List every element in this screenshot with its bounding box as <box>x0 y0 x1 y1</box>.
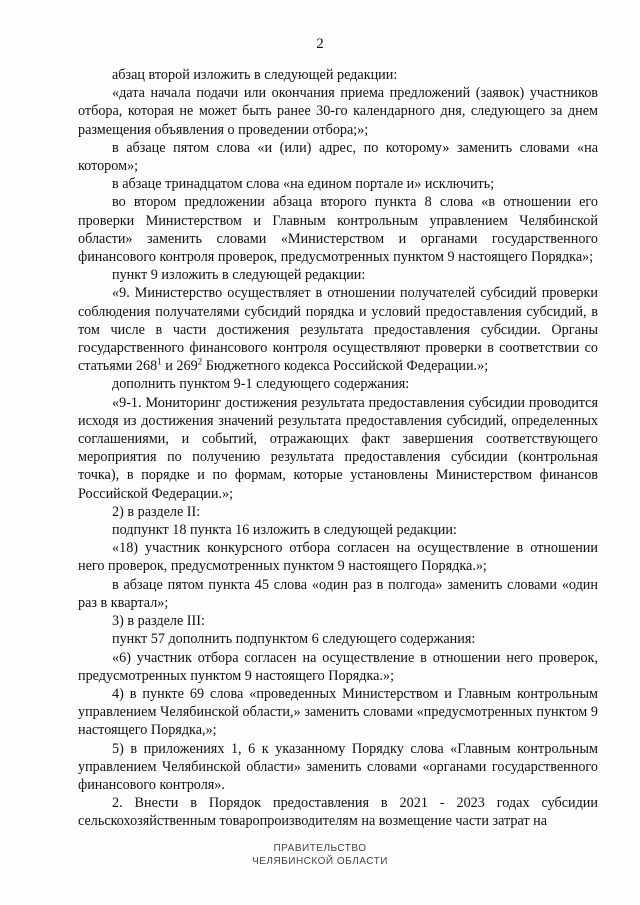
paragraph: 3) в разделе III: <box>112 613 205 630</box>
paragraph: пункт 9 изложить в следующей редакции: <box>112 267 366 284</box>
paragraph: «18) участник конкурсного отбора согласен на осуществление в отношении него проверок, предусмотренных пунктом 9 настоящего Порядка.»; <box>78 540 598 575</box>
paragraph: абзац второй изложить в следующей редакции: <box>112 67 398 83</box>
document-body <box>78 66 598 831</box>
paragraph-punkt-9 <box>78 284 598 375</box>
paragraph: «6) участник отбора согласен на осуществление в отношении него проверок, предусмотренных пунктом 9 настоящего Порядка.»; <box>78 649 598 684</box>
paragraph: 2) в разделе II: <box>112 503 201 520</box>
paragraph: 5) в приложениях 1, 6 к указанному Порядку слова «Главным контрольным управлением Челябинской области» заменить словами «органами государственного финансового контроля». <box>78 740 598 793</box>
stamp-line-2: ЧЕЛЯБИНСКОЙ ОБЛАСТИ <box>252 856 388 867</box>
paragraph: «дата начала подачи или окончания приема предложений (заявок) участников отбора, которая не может быть ранее 30-го календарного дня, следующего за днем размещения объявления о проведении отбора;»; <box>78 85 598 138</box>
paragraph: во втором предложении абзаца второго пункта 8 слова «в отношении его проверки Министерством и Главным контрольным управлением Челябинской области» заменить словами «Министерством и органами государственного финансового контроля проверок, предусмотренных пунктом 9 настоящего Порядка»; <box>78 194 598 266</box>
superscript: 1 <box>157 356 162 367</box>
paragraph: 4) в пункте 69 слова «проведенных Министерством и Главным контрольным управлением Челябинской области,» заменить словами «предусмотренных пунктом 9 настоящего Порядка,»; <box>78 685 598 739</box>
paragraph: в абзаце пятом пункта 45 слова «один раз в полгода» заменить словами «один раз в квартал»; <box>78 576 598 611</box>
paragraph: в абзаце пятом слова «и (или) адрес, по которому» заменить словами «на котором»; <box>78 139 598 175</box>
stamp-line-1: ПРАВИТЕЛЬСТВО <box>273 843 367 854</box>
paragraph: 2. Внести в Порядок предоставления в 2021 - 2023 годах субсидии сельскохозяйственным товаропроизводителям на возмещение части затрат на <box>78 795 598 830</box>
paragraph-text: Бюджетного кодекса Российской Федерации.»; <box>202 358 489 375</box>
paragraph: подпункт 18 пункта 16 изложить в следующей редакции: <box>112 522 457 539</box>
page-number: 2 <box>316 36 324 52</box>
paragraph: «9-1. Мониторинг достижения результата предоставления субсидии проводится исходя из достижения значений результата предоставления субсидий, определенных соглашениями, и событий, отражающих факт завершения соответствующего мероприятия по получению результата предоставления субсидии (контрольная точка), в порядке и по формам, которые установлены Министерством финансов Российской Федерации.»; <box>78 394 598 502</box>
paragraph: дополнить пунктом 9-1 следующего содержания: <box>112 376 410 393</box>
paragraph-text: и 269 <box>161 358 198 375</box>
superscript: 2 <box>197 356 203 367</box>
paragraph: пункт 57 дополнить подпунктом 6 следующего содержания: <box>112 631 476 648</box>
paragraph-text: «9. Министерство осуществляет в отношении получателей субсидий проверки соблюдения получателями субсидий порядка и условий предоставления субсидий, в том числе в части достижения результата предоставления субсидии. Органы государственного финансового контроля осуществляют проверки в соответствии со статьями 268 <box>78 285 598 375</box>
paragraph: в абзаце тринадцатом слова «на едином портале и» исключить; <box>112 176 495 193</box>
